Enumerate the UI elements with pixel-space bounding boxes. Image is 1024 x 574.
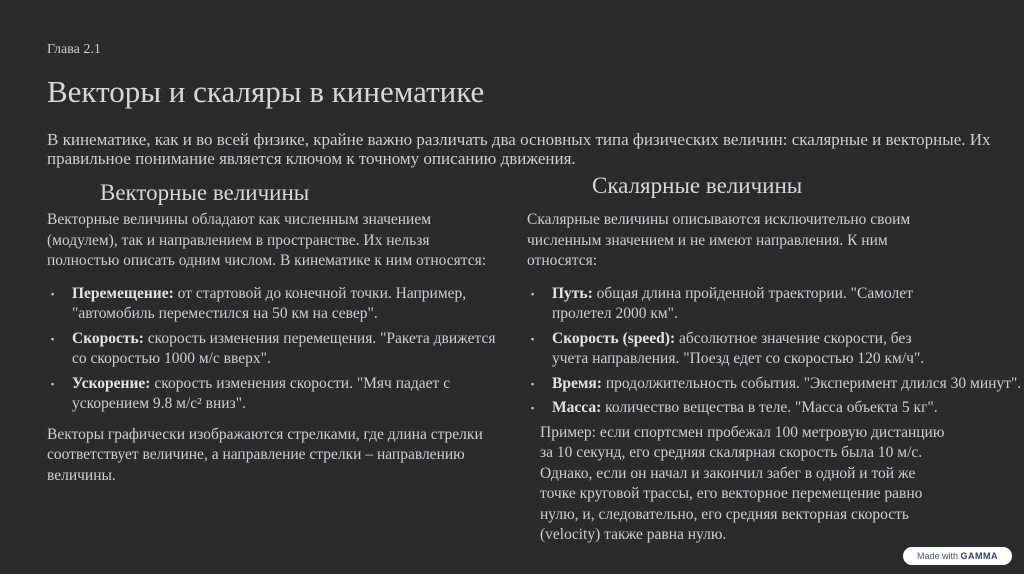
line: за 10 секунд, его средняя скалярная скорость была 10 м/с. [540, 444, 923, 461]
term: Масса: [552, 399, 602, 416]
list-item [47, 329, 497, 370]
desc: от стартовой до конечной точки. Например, "автомобиль переместился на 50 км на север". [72, 284, 467, 322]
vector-list [47, 284, 497, 415]
scalar-list [527, 284, 1024, 419]
scalar-column [527, 210, 1024, 546]
desc: скорость изменения скорости. "Мяч падает с ускорением 9.8 м/с² вниз". [72, 374, 451, 412]
line: точке круговой трассы, его векторное перемещение равно [540, 485, 923, 502]
intro-text: В кинематике, как и во всей физике, крайне важно различать два основных типа физических величин: скалярные и векторные. Их правильное понимание является ключом к точному описанию движения. [47, 130, 991, 168]
scalar-footer [527, 423, 1024, 546]
badge-prefix: Made with [916, 551, 961, 561]
term: Перемещение: [72, 284, 174, 302]
term: Скорость: [72, 329, 144, 347]
line: нулю, и, следовательно, его средняя векторная скорость [540, 505, 910, 523]
line: (velocity) также равна нулю. [540, 526, 727, 543]
scalar-heading: Скалярные величины [592, 173, 803, 198]
list-item [527, 398, 1024, 419]
list-item [47, 284, 497, 325]
desc: пролетел 2000 км". [552, 305, 678, 322]
term: Скорость (speed): [552, 329, 676, 347]
desc: общая длина пройденной траектории. "Самолет [592, 284, 913, 302]
desc: количество вещества в теле. "Масса объекта 5 кг". [601, 399, 938, 416]
vector-column [47, 210, 497, 486]
term: Ускорение: [72, 374, 151, 392]
term: Время: [552, 374, 602, 392]
vector-heading: Векторные величины [100, 180, 310, 205]
line: относятся: [527, 252, 598, 269]
desc: абсолютное значение скорости, без [675, 329, 912, 347]
line: численным значением и не имеют направления. К ним [527, 231, 888, 249]
list-item [527, 284, 1024, 325]
chapter-label: Глава 2.1 [47, 42, 101, 57]
line: Пример: если спортсмен пробежал 100 метровую дистанцию [540, 423, 945, 441]
list-item [47, 374, 497, 415]
made-with-gamma-badge[interactable] [903, 547, 1012, 565]
page-title: Векторы и скаляры в кинематике [47, 74, 485, 109]
vector-text: Векторные величины обладают как численным значением (модулем), так и направлением в пространстве. Их нельзя полностью описать одним числом. В кинематике к ним относятся: [47, 211, 487, 269]
desc: учета направления. "Поезд едет со скоростью 120 км/ч". [552, 350, 925, 367]
list-item [527, 374, 1024, 395]
line: Однако, если он начал и закончил забег в одной и той же [540, 464, 916, 482]
list-item [527, 329, 1024, 370]
line: Скалярные величины описываются исключительно своим [527, 211, 911, 228]
gamma-logo: GAMMA [960, 551, 998, 561]
desc: скорость изменения перемещения. "Ракета движется со скоростью 1000 м/с вверх". [72, 329, 496, 367]
term: Путь: [552, 284, 593, 302]
scalar-text [527, 210, 1024, 272]
desc: продолжительность события. "Эксперимент длился 30 минут". [601, 374, 1022, 392]
vector-footer: Векторы графически изображаются стрелками, где длина стрелки соответствует величине, а направление стрелки – направлению величины. [47, 425, 483, 484]
